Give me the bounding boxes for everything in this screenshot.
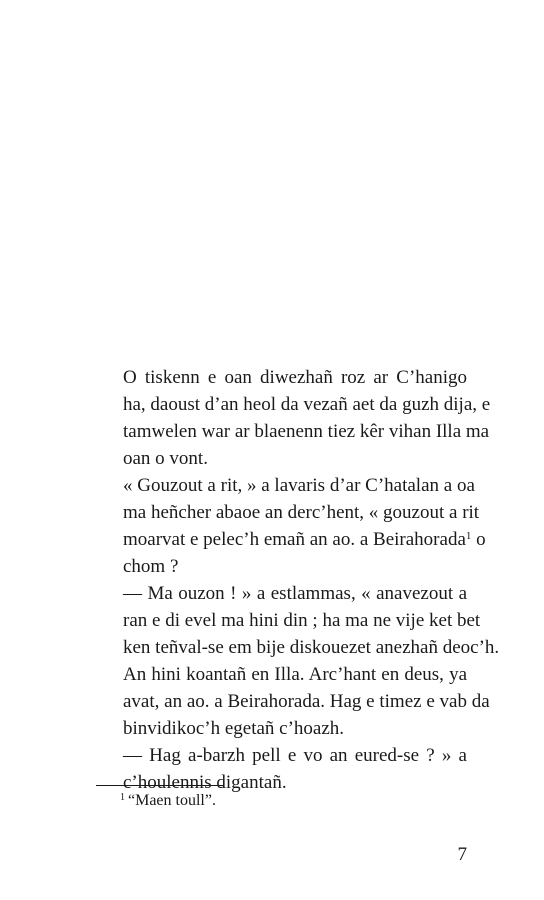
paragraph-1 <box>96 364 491 472</box>
text-line: avat, an ao. a Beirahorada. Hag e timez e vab da <box>123 691 490 712</box>
text-segment: moarvat e pelec’h emañ an ao. a Beirahorada <box>123 529 466 550</box>
paragraph-3 <box>96 580 500 742</box>
text-line: O tiskenn e oan diwezhañ roz ar C’hanigo <box>123 367 467 388</box>
text-segment: o <box>471 529 486 550</box>
text-line: — Hag a-barzh pell e vo an eured-se ? » a <box>123 745 467 766</box>
text-line: chom ? <box>123 556 179 577</box>
body-text <box>96 364 500 796</box>
footnote-reference: 1 <box>465 530 472 542</box>
page-number: 7 <box>457 844 467 865</box>
footnote-text: “Maen toull”. <box>128 792 216 809</box>
footnote-marker: 1 <box>120 792 125 803</box>
text-line: « Gouzout a rit, » a lavaris d’ar C’hatalan a oa <box>123 475 475 496</box>
paragraph-4 <box>96 742 467 796</box>
text-line: oan o vont. <box>123 448 208 469</box>
text-line: ha, daoust d’an heol da vezañ aet da guzh dija, e <box>123 394 491 415</box>
text-line-with-footnote <box>96 526 486 553</box>
text-line: ken teñval-se em bije diskouezet anezhañ deoc’h. <box>123 637 500 658</box>
paragraph-2 <box>96 472 486 580</box>
text-line: ma heñcher abaoe an derc’hent, « gouzout a rit <box>123 502 480 523</box>
text-line: tamwelen war ar blaenenn tiez kêr vihan Illa ma <box>123 421 490 442</box>
text-line: An hini koantañ en Illa. Arc’hant en deus, ya <box>123 664 467 685</box>
text-line: — Ma ouzon ! » a estlammas, « anavezout a <box>123 583 467 604</box>
text-line: binvidikoc’h egetañ c’hoazh. <box>123 718 345 739</box>
footnote-divider <box>96 785 223 786</box>
text-line: ran e di evel ma hini din ; ha ma ne vije ket bet <box>123 610 481 631</box>
text-line: c’houlennis digantañ. <box>123 772 287 793</box>
footnote <box>120 790 216 812</box>
